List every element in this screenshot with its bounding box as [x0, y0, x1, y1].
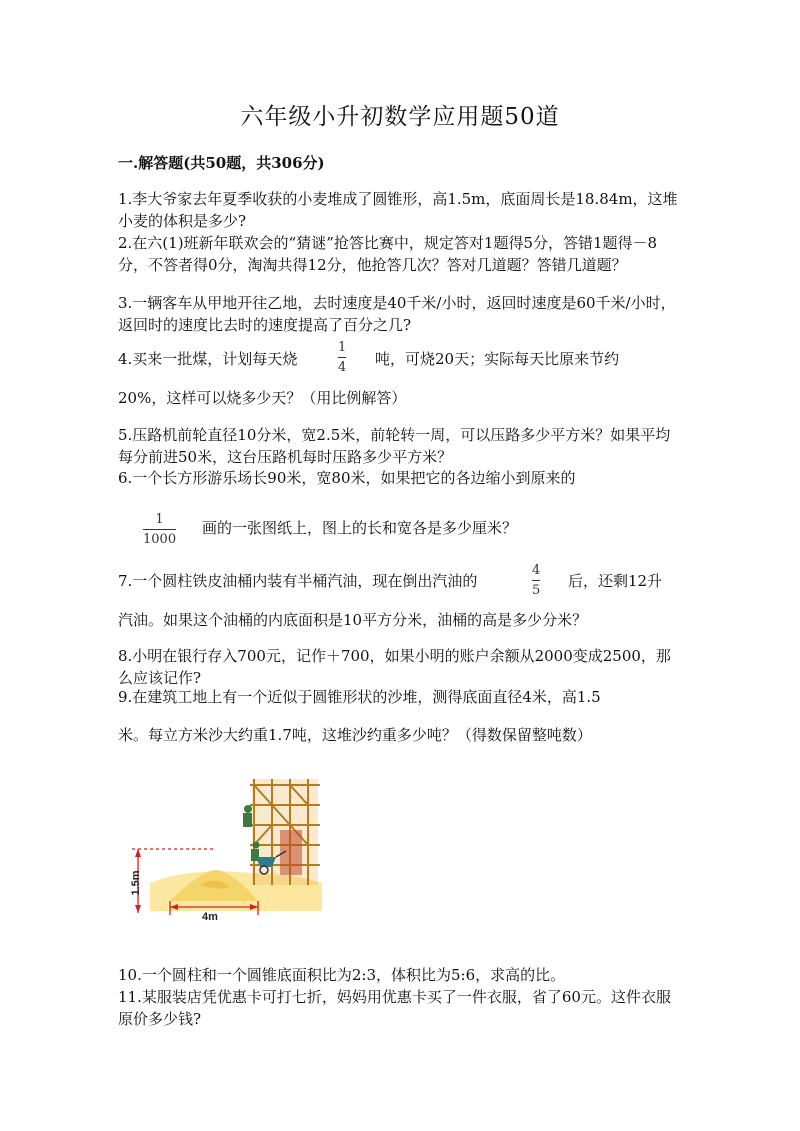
fraction-numerator: 1	[338, 340, 347, 355]
question-7-text-c: 汽油。如果这个油桶的内底面积是10平方分米，油桶的高是多少分米？	[118, 611, 588, 629]
question-4-text-c: 20%，这样可以烧多少天？（用比例解答）	[118, 389, 407, 407]
question-4-text-b: 吨，可烧20天；实际每天比原来节约	[375, 350, 620, 368]
question-3: 3.一辆客车从甲地开往乙地，去时速度是40千米/小时，返回时速度是60千米/小时，返回时的速度比去时的速度提高了百分之几?	[118, 294, 676, 334]
question-1: 1.李大爷家去年夏季收获的小麦堆成了圆锥形，高1.5m，底面周长是18.84m，这堆小麦的体积是多少?	[118, 190, 678, 230]
fraction-numerator: 1	[155, 512, 164, 527]
fraction-bar	[143, 529, 176, 530]
page-title: 六年级小升初数学应用题50道	[240, 104, 560, 130]
fraction-numerator: 4	[532, 563, 541, 578]
height-label: 1.5m	[130, 870, 142, 896]
question-7-text-b: 后，还剩12升	[568, 572, 663, 590]
question-8: 8.小明在银行存入700元，记作＋700，如果小明的账户余额从2000变成2500，那么应该记作?	[118, 647, 671, 687]
question-6-text-b: 画的一张图纸上，图上的长和宽各是多少厘米？	[202, 519, 518, 537]
fraction-denominator: 5	[532, 583, 541, 598]
question-7-text-a: 7.一个圆柱铁皮油桶内装有半桶汽油，现在倒出汽油的	[118, 572, 478, 590]
fraction-denominator: 1000	[143, 532, 177, 547]
fraction-four-fifths	[532, 563, 540, 598]
question-11: 11.某服装店凭优惠卡可打七折，妈妈用优惠卡买了一件衣服，省了60元。这件衣服原价多少钱?	[118, 988, 671, 1028]
sand-pile-illustration	[130, 775, 325, 923]
question-5: 5.压路机前轮直径10分米，宽2.5米，前轮转一周，可以压路多少平方米？如果平均每分前进50米，这台压路机每时压路多少平方米？	[118, 426, 671, 466]
question-4-text-a: 4.买来一批煤，计划每天烧	[118, 350, 298, 368]
fraction-denominator: 4	[338, 360, 347, 375]
question-2: 2.在六(1)班新年联欢会的“猜谜”抢答比赛中，规定答对1题得5分，答错1题得－8分，不答者得0分，淘淘共得12分，他抢答几次？答对几道题？答错几道题？	[118, 234, 658, 274]
fraction-bar	[532, 580, 540, 581]
question-6-text-a: 6.一个长方形游乐场长90米，宽80米，如果把它的各边缩小到原来的	[118, 469, 576, 487]
width-label: 4m	[202, 911, 218, 923]
fraction-one-quarter	[338, 340, 346, 375]
fraction-one-thousandth	[143, 512, 176, 547]
section-heading: 一.解答题(共50题，共306分)	[118, 154, 325, 172]
question-9-text-a: 9.在建筑工地上有一个近似于圆锥形状的沙堆，测得底面直径4米，高1.5	[118, 688, 601, 706]
fraction-bar	[338, 357, 346, 358]
question-10: 10.一个圆柱和一个圆锥底面积比为2:3，体积比为5:6，求高的比。	[118, 966, 566, 984]
question-9-text-b: 米。每立方米沙大约重1.7吨，这堆沙约重多少吨？（得数保留整吨数）	[118, 726, 592, 744]
